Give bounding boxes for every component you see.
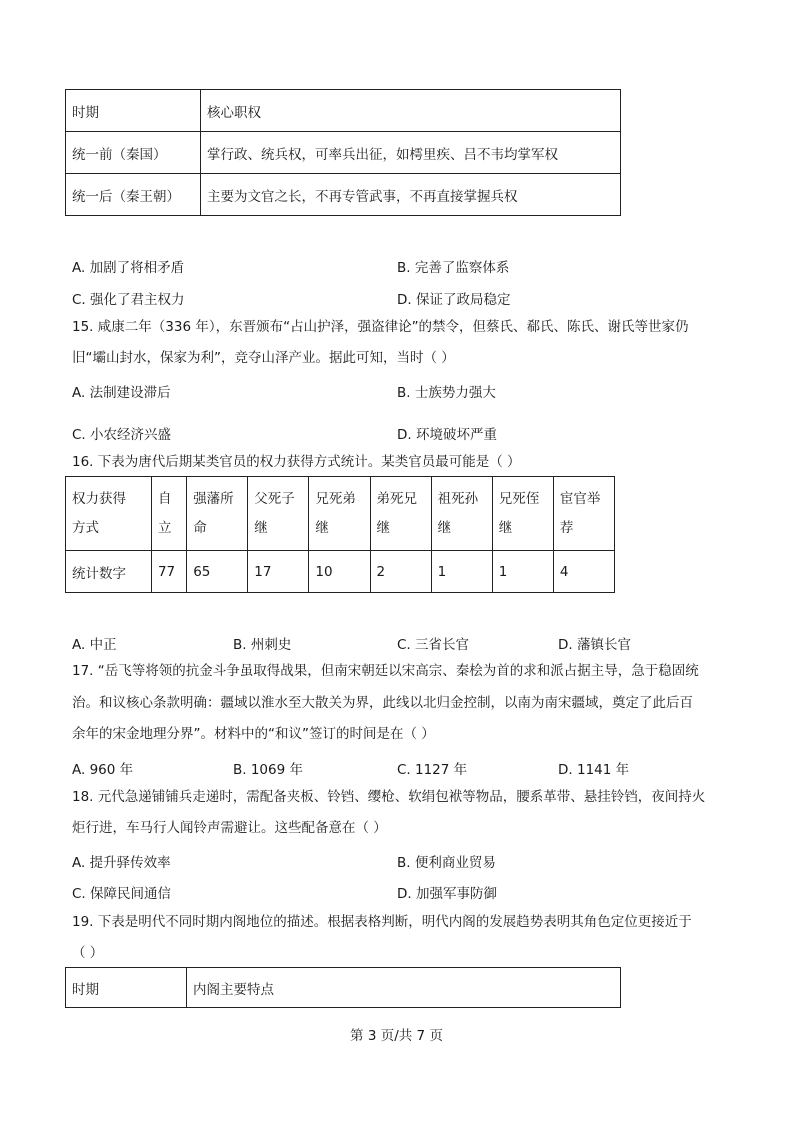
table-row	[66, 477, 615, 551]
table-qin-chancellor	[65, 89, 621, 216]
table-row	[66, 551, 615, 593]
table-cell: 1	[492, 551, 553, 593]
table-cell: 统一后（秦王朝）	[66, 174, 201, 216]
table-power-acquisition	[65, 476, 615, 593]
q17-stem-line-2: 治。和议核心条款明确：疆域以淮水至大散关为界，此线以北归金控制，以南为南宋疆域，奠定了此后百	[72, 695, 693, 711]
q15-option-c[interactable]: C. 小农经济兴盛	[72, 427, 172, 443]
table-cell: 10	[309, 551, 370, 593]
q17-option-d[interactable]: D. 1141 年	[558, 762, 630, 778]
page-number: 第 3 页/共 7 页	[350, 1028, 443, 1044]
table-header-cell: 核心职权	[201, 90, 621, 132]
table-header-cell: 弟死兄 继	[370, 477, 431, 551]
table-row	[66, 968, 621, 1008]
table-row	[66, 132, 621, 174]
table-header-cell: 祖死孙 继	[431, 477, 492, 551]
table-header-cell: 兄死侄 继	[492, 477, 553, 551]
q16-stem: 16. 下表为唐代后期某类官员的权力获得方式统计。某类官员最可能是（ ）	[72, 454, 521, 470]
q17-stem-line-1: 17. “岳飞等将领的抗金斗争虽取得战果，但南宋朝廷以宋高宗、秦桧为首的求和派占据主导，急于稳固统	[72, 663, 699, 679]
table-cell: 2	[370, 551, 431, 593]
q18-option-d[interactable]: D. 加强军事防御	[397, 886, 497, 902]
q17-option-a[interactable]: A. 960 年	[72, 762, 134, 778]
q15-option-a[interactable]: A. 法制建设滞后	[72, 385, 171, 401]
table-header-cell: 内阁主要特点	[187, 968, 621, 1008]
table-cell: 4	[553, 551, 614, 593]
table-cell: 统计数字	[66, 551, 152, 593]
table-header-cell: 兄死弟 继	[309, 477, 370, 551]
q17-option-b[interactable]: B. 1069 年	[233, 762, 303, 778]
table-cell: 主要为文官之长，不再专管武事，不再直接掌握兵权	[201, 174, 621, 216]
q14-option-a[interactable]: A. 加剧了将相矛盾	[72, 260, 185, 276]
q16-option-b[interactable]: B. 州刺史	[233, 637, 292, 653]
q16-option-d[interactable]: D. 藩镇长官	[558, 637, 631, 653]
q15-option-d[interactable]: D. 环境破坏严重	[397, 427, 497, 443]
q14-option-c[interactable]: C. 强化了君主权力	[72, 292, 185, 308]
table-header-cell: 父死子 继	[248, 477, 309, 551]
q18-option-b[interactable]: B. 便利商业贸易	[397, 855, 496, 871]
q16-option-c[interactable]: C. 三省长官	[397, 637, 470, 653]
q19-stem-line-1: 19. 下表是明代不同时期内阁地位的描述。根据表格判断，明代内阁的发展趋势表明其角色定位更接近于	[72, 914, 692, 930]
q18-stem-line-1: 18. 元代急递铺铺兵走递时，需配备夹板、铃铛、缨枪、软绢包袱等物品，腰系革带、悬挂铃铛，夜间持火	[72, 789, 706, 805]
q14-option-b[interactable]: B. 完善了监察体系	[397, 260, 510, 276]
table-header-cell: 时期	[66, 968, 187, 1008]
table-header-cell: 自 立	[151, 477, 186, 551]
q15-stem-line-2: 旧“壩山封水，保家为利”，竞夺山泽产业。据此可知，当时（ ）	[72, 350, 455, 366]
q19-stem-line-2: （ ）	[72, 945, 104, 961]
q18-option-a[interactable]: A. 提升驿传效率	[72, 855, 171, 871]
q17-option-c[interactable]: C. 1127 年	[397, 762, 468, 778]
q14-option-d[interactable]: D. 保证了政局稳定	[397, 292, 511, 308]
q15-option-b[interactable]: B. 士族势力强大	[397, 385, 496, 401]
table-header-cell: 强藩所 命	[187, 477, 248, 551]
q16-option-a[interactable]: A. 中正	[72, 637, 117, 653]
table-cell: 1	[431, 551, 492, 593]
q15-stem-line-1: 15. 咸康二年（336 年），东晋颁布“占山护泽，强盗律论”的禁令，但蔡氏、郗氏、陈氏、谢氏等世家仍	[72, 319, 689, 335]
table-cell: 17	[248, 551, 309, 593]
q18-stem-line-2: 炬行进，车马行人闻铃声需避让。这些配备意在（ ）	[72, 820, 387, 836]
table-cell: 65	[187, 551, 248, 593]
table-cell: 77	[151, 551, 186, 593]
table-header-cell: 宦官举 荐	[553, 477, 614, 551]
table-row	[66, 174, 621, 216]
q17-stem-line-3: 余年的宋金地理分界”。材料中的“和议”签订的时间是在（ ）	[72, 726, 435, 742]
q18-option-c[interactable]: C. 保障民间通信	[72, 886, 172, 902]
table-ming-cabinet	[65, 967, 621, 1008]
table-header-cell: 权力获得 方式	[66, 477, 152, 551]
table-header-cell: 时期	[66, 90, 201, 132]
table-cell: 统一前（秦国）	[66, 132, 201, 174]
table-cell: 掌行政、统兵权，可率兵出征，如樗里疾、吕不韦均掌军权	[201, 132, 621, 174]
